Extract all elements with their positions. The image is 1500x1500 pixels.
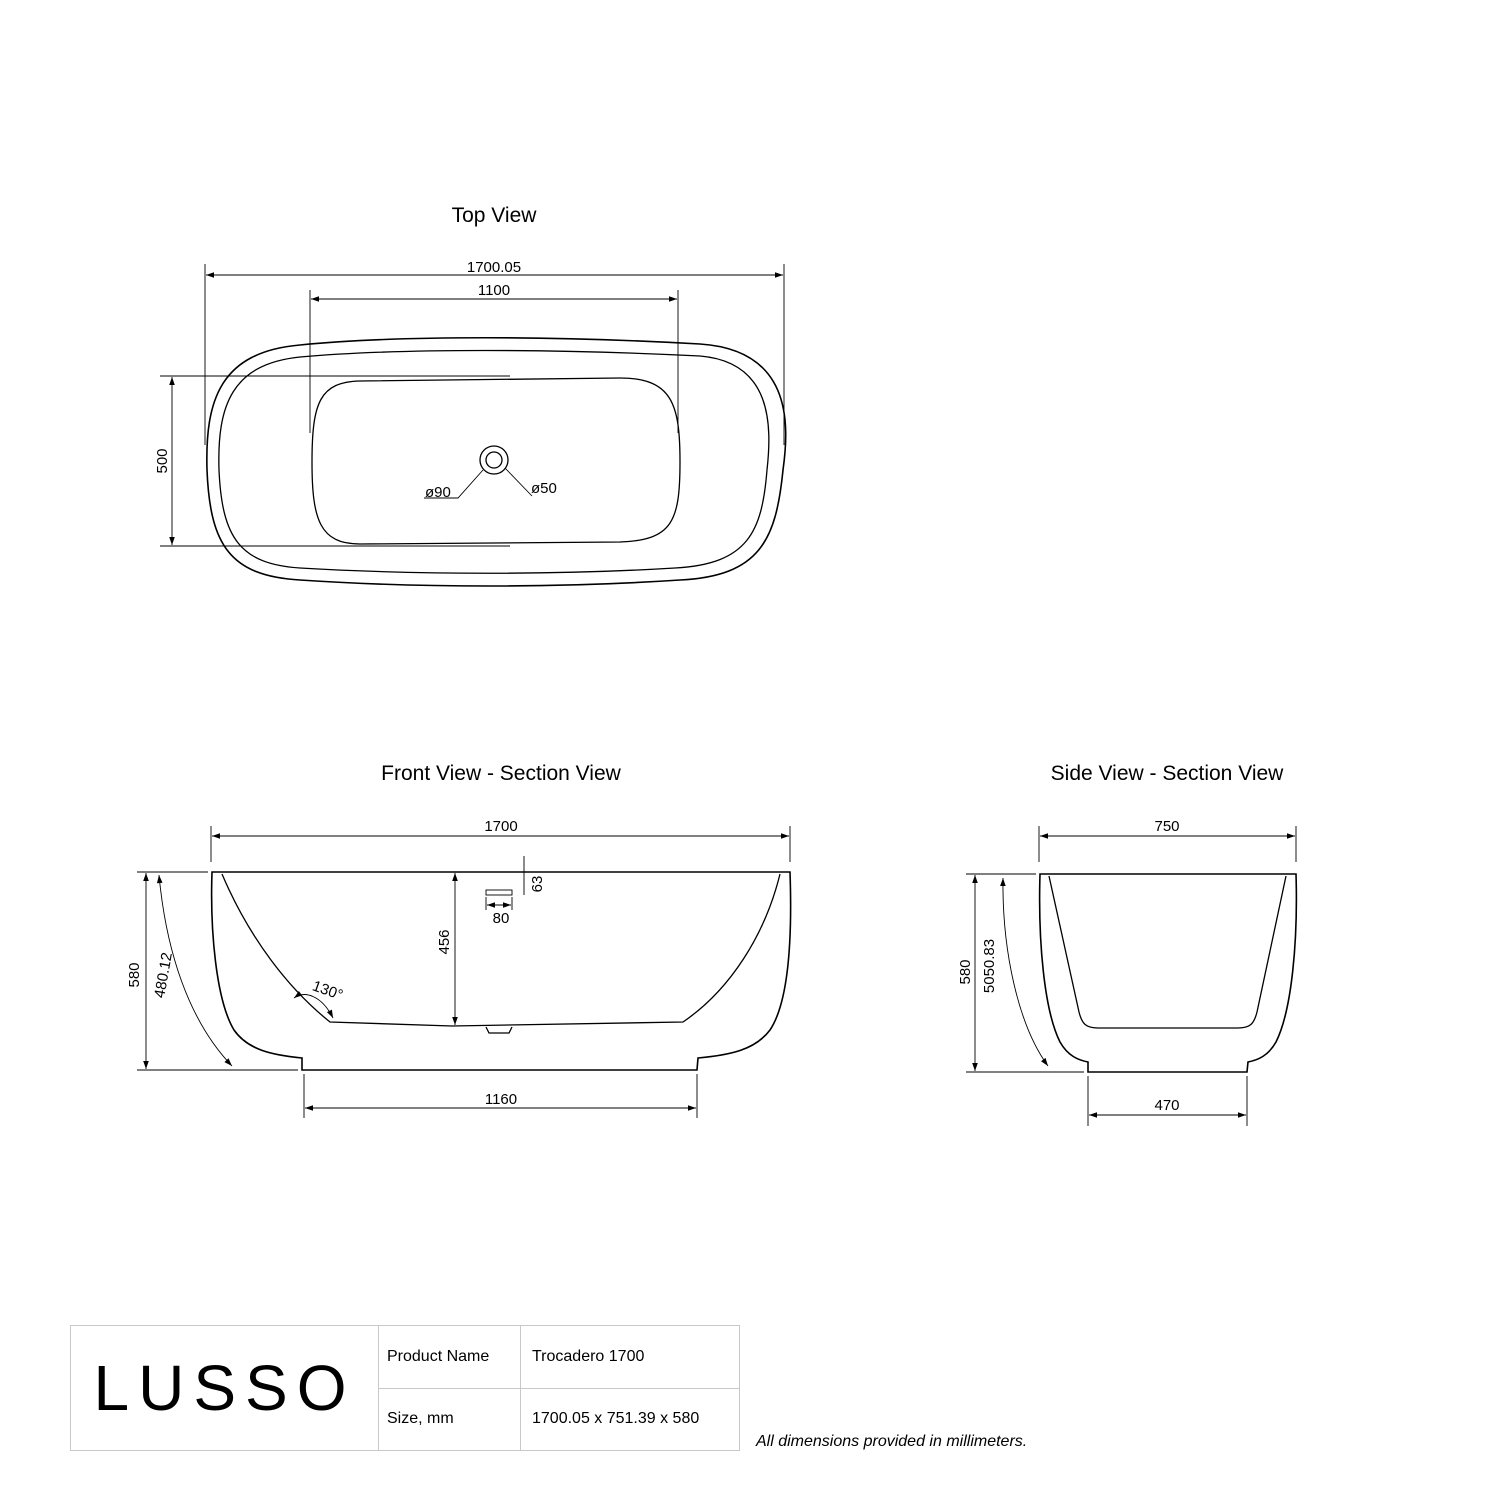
top-view-drain-inner xyxy=(486,452,502,468)
top-view-drain-outer xyxy=(480,446,508,474)
top-view xyxy=(154,204,786,586)
side-view-inner-basin xyxy=(1049,876,1286,1028)
size-value: 1700.05 x 751.39 x 580 xyxy=(532,1410,700,1428)
top-width-label: 500 xyxy=(154,448,171,474)
front-view-title: Front View - Section View xyxy=(381,762,621,785)
front-overflow xyxy=(486,890,512,895)
front-overflow-height-label: 63 xyxy=(529,875,546,893)
brand-logo: LUSSO xyxy=(71,1326,379,1450)
dimensions-footnote: All dimensions provided in millimeters. xyxy=(756,1433,1028,1450)
top-view-title: Top View xyxy=(451,204,537,227)
top-view-basin xyxy=(312,378,680,544)
drain-outer-label: ø90 xyxy=(425,484,451,501)
front-overall-length-label: 1700 xyxy=(484,818,518,835)
title-block-rows xyxy=(379,1326,739,1450)
front-base-length-label: 1160 xyxy=(484,1091,518,1108)
title-block xyxy=(70,1325,740,1451)
front-overflow-width-label: 80 xyxy=(492,910,510,927)
side-height-label: 580 xyxy=(957,959,974,985)
size-label: Size, mm xyxy=(379,1389,521,1451)
side-overall-width-label: 750 xyxy=(1154,818,1180,835)
size-row xyxy=(379,1388,739,1451)
top-view-inner-rim xyxy=(219,351,769,574)
side-view xyxy=(957,762,1296,1126)
front-height-label: 580 xyxy=(126,962,143,988)
product-name-label: Product Name xyxy=(379,1326,521,1388)
side-view-title: Side View - Section View xyxy=(1050,762,1284,785)
front-depth-label: 456 xyxy=(436,929,453,955)
top-overall-length-label: 1700.05 xyxy=(466,259,522,276)
side-view-outer-shell xyxy=(1040,874,1297,1072)
top-inner-length-label: 1100 xyxy=(477,282,511,299)
side-curve-length-label: 5050.83 xyxy=(981,938,998,994)
side-curve-dim-arc xyxy=(1003,878,1048,1066)
product-name-row xyxy=(379,1326,739,1388)
drain-inner-leader xyxy=(505,468,532,496)
front-angle-label: 130° xyxy=(310,977,346,1005)
front-view-inner-basin xyxy=(222,874,780,1026)
drain-inner-label: ø50 xyxy=(531,480,557,497)
top-view-outer-rim xyxy=(207,338,786,586)
product-name-value: Trocadero 1700 xyxy=(532,1347,645,1365)
front-view-drain xyxy=(486,1027,512,1033)
front-curve-height-label: 480.12 xyxy=(151,951,176,1000)
front-view-outer-shell xyxy=(212,872,791,1070)
front-view xyxy=(126,762,791,1118)
side-base-width-label: 470 xyxy=(1154,1097,1180,1114)
